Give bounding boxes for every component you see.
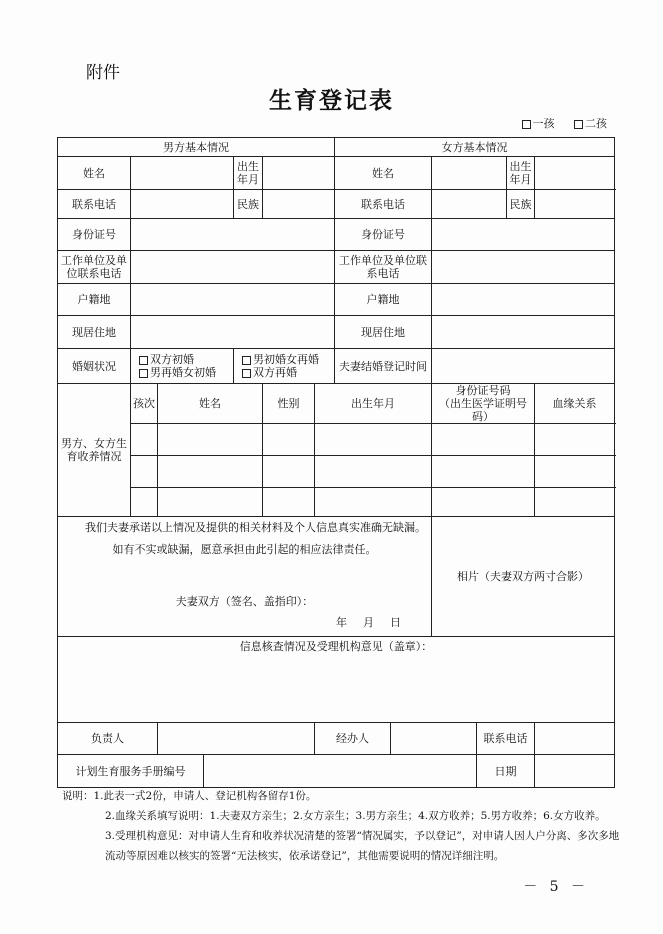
female-ethnicity-label: 民族	[507, 190, 535, 219]
child-gender-header: 性别	[263, 384, 315, 424]
child-id-header	[432, 384, 535, 424]
attachment-label: 附件	[86, 63, 120, 83]
option-both-first[interactable]: 双方初婚	[133, 353, 231, 366]
verification-block[interactable]	[58, 637, 615, 723]
female-ethnicity-field[interactable]	[535, 190, 615, 219]
contact-phone-field[interactable]	[535, 723, 615, 755]
handbook-number-field[interactable]	[204, 755, 477, 788]
date-label: 日期	[477, 755, 535, 788]
second-child-option[interactable]: 二孩	[574, 117, 607, 130]
male-name-field[interactable]	[131, 157, 234, 190]
child-name-cell[interactable]	[158, 424, 263, 456]
handler-label: 经办人	[315, 723, 391, 755]
option-both-remarried[interactable]: 双方再婚	[236, 366, 332, 379]
male-birth-field[interactable]	[263, 157, 335, 190]
child-gender-cell[interactable]	[263, 424, 315, 456]
handler-field[interactable]	[391, 723, 477, 755]
child-order-options	[506, 115, 608, 131]
female-residence-field[interactable]	[432, 316, 615, 349]
male-ethnicity-label: 民族	[234, 190, 263, 219]
photo-box[interactable]	[432, 517, 615, 637]
child-order-cell[interactable]	[131, 456, 158, 488]
child-relation-cell[interactable]	[535, 488, 615, 517]
female-id-label: 身份证号	[335, 219, 432, 251]
female-phone-label: 联系电话	[335, 190, 432, 219]
male-phone-label: 联系电话	[58, 190, 131, 219]
child-gender-cell[interactable]	[263, 488, 315, 517]
child-relation-cell[interactable]	[535, 424, 615, 456]
female-hukou-field[interactable]	[432, 284, 615, 316]
child-order-header: 孩次	[131, 384, 158, 424]
pledge-text: 我们夫妻承诺以上情况及提供的相关材料及个人信息真实准确无缺漏。如有不实或缺漏，愿意承担由此引起的相应法律责任。	[85, 521, 426, 556]
note-1: 说明：1.此表一式2份，申请人、登记机构各留存1份。	[62, 790, 317, 802]
female-name-field[interactable]	[432, 157, 507, 190]
child-order-cell[interactable]	[131, 424, 158, 456]
child-id-cell[interactable]	[432, 488, 535, 517]
male-section-header: 男方基本情况	[58, 138, 335, 157]
female-work-label: 工作单位及单位联系电话	[335, 251, 432, 284]
option-female-remarried[interactable]: 男初婚女再婚	[236, 353, 332, 366]
marital-options-right	[234, 349, 335, 384]
date-field[interactable]	[535, 755, 615, 788]
female-phone-field[interactable]	[432, 190, 507, 219]
registration-form	[57, 137, 615, 788]
child-name-cell[interactable]	[158, 488, 263, 517]
female-birth-field[interactable]	[535, 157, 615, 190]
marriage-reg-time-label: 夫妻结婚登记时间	[335, 349, 432, 384]
checkbox-icon[interactable]	[242, 369, 251, 378]
male-residence-label: 现居住地	[58, 316, 131, 349]
option-male-remarried[interactable]: 男再婚女初婚	[133, 366, 231, 379]
child-order-cell[interactable]	[131, 488, 158, 517]
first-child-option[interactable]: 一孩	[522, 117, 555, 130]
person-in-charge-label: 负责人	[58, 723, 158, 755]
child-relation-header: 血缘关系	[535, 384, 615, 424]
male-birth-label: 出生年月	[234, 157, 263, 190]
male-work-label: 工作单位及单位联系电话	[58, 251, 131, 284]
children-section-label: 男方、女方生育收养情况	[58, 384, 131, 517]
pledge-date-line: 年月日	[336, 616, 418, 629]
child-name-cell[interactable]	[158, 456, 263, 488]
male-hukou-field[interactable]	[131, 284, 335, 316]
female-name-label: 姓名	[335, 157, 432, 190]
female-id-field[interactable]	[432, 219, 615, 251]
verification-label: 信息核查情况及受理机构意见（盖章）：	[239, 640, 433, 653]
page-number: － 5 －	[523, 879, 589, 895]
female-birth-label: 出生年月	[507, 157, 535, 190]
notes-section	[62, 786, 622, 866]
male-work-field[interactable]	[131, 251, 335, 284]
form-title: 生育登记表	[269, 87, 394, 114]
contact-phone-label: 联系电话	[477, 723, 535, 755]
male-id-field[interactable]	[131, 219, 335, 251]
photo-label: 相片（夫妻双方两寸合影）	[457, 570, 590, 583]
male-id-label: 身份证号	[58, 219, 131, 251]
birth-cert-header: （出生医学证明号码）	[439, 397, 528, 423]
female-hukou-label: 户籍地	[335, 284, 432, 316]
child-name-header: 姓名	[158, 384, 263, 424]
child-relation-cell[interactable]	[535, 456, 615, 488]
checkbox-icon[interactable]	[574, 120, 583, 129]
marriage-reg-time-field[interactable]	[432, 349, 615, 384]
checkbox-icon[interactable]	[522, 120, 531, 129]
checkbox-icon[interactable]	[139, 369, 148, 378]
child-birth-header: 出生年月	[315, 384, 432, 424]
child-birth-cell[interactable]	[315, 456, 432, 488]
person-in-charge-field[interactable]	[158, 723, 315, 755]
pledge-block	[58, 517, 432, 637]
child-birth-cell[interactable]	[315, 424, 432, 456]
note-2: 2.血缘关系填写说明：1.夫妻双方亲生；2.女方亲生；3.男方亲生；4.双方收养；5.男方收养；6.女方收养。	[105, 810, 606, 822]
male-name-label: 姓名	[58, 157, 131, 190]
marital-options-left	[131, 349, 234, 384]
child-gender-cell[interactable]	[263, 456, 315, 488]
child-id-cell[interactable]	[432, 456, 535, 488]
male-phone-field[interactable]	[131, 190, 234, 219]
female-section-header: 女方基本情况	[335, 138, 615, 157]
child-birth-cell[interactable]	[315, 488, 432, 517]
male-ethnicity-field[interactable]	[263, 190, 335, 219]
male-hukou-label: 户籍地	[58, 284, 131, 316]
note-3: 3.受理机构意见：对申请人生育和收养状况清楚的签署“情况属实，予以登记”，对申请人因人户分离、多次多地流动等原因难以核实的签署“无法核实，依承诺登记”，其他需要说明的情况详细注明。	[105, 830, 620, 862]
checkbox-icon[interactable]	[139, 356, 148, 365]
checkbox-icon[interactable]	[242, 356, 251, 365]
child-id-cell[interactable]	[432, 424, 535, 456]
female-residence-label: 现居住地	[335, 316, 432, 349]
female-work-field[interactable]	[432, 251, 615, 284]
couple-signature-label: 夫妻双方（签名、盖指印）：	[175, 595, 314, 608]
male-residence-field[interactable]	[131, 316, 335, 349]
handbook-number-label: 计划生育服务手册编号	[58, 755, 204, 788]
marital-status-label: 婚姻状况	[58, 349, 131, 384]
id-code-header: 身份证号码	[455, 384, 511, 397]
